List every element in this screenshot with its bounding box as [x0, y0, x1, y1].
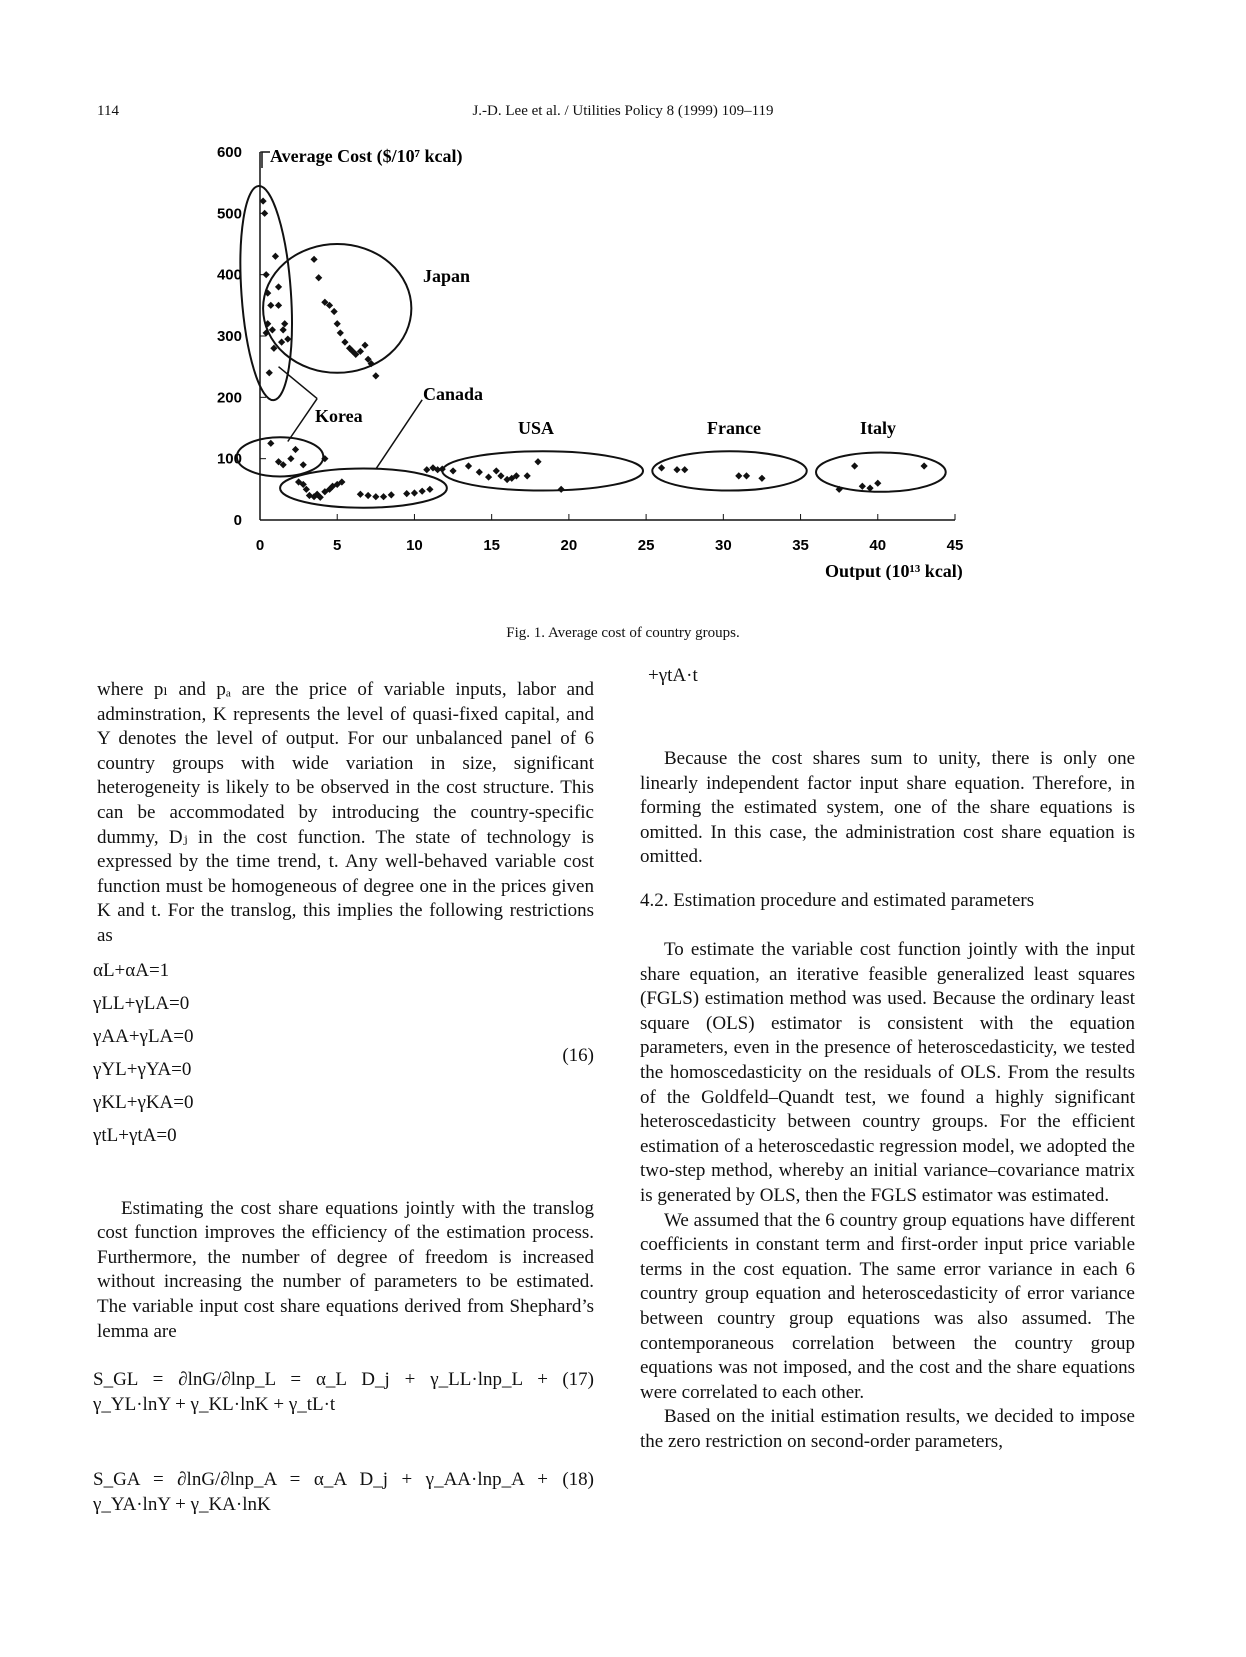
point-japan	[341, 339, 348, 346]
point-japan	[315, 274, 322, 281]
y-tick-label: 0	[233, 512, 242, 529]
point-usa	[465, 462, 472, 469]
group-label-italy: Italy	[860, 418, 896, 438]
page-number: 114	[97, 103, 119, 119]
ellipse-korea-low	[237, 437, 323, 476]
x-tick-label: 40	[869, 537, 887, 554]
point-canada	[372, 493, 379, 500]
y-axis-title: Average Cost ($/10⁷ kcal)	[270, 146, 463, 166]
point-korea	[261, 210, 268, 217]
x-tick-label: 0	[255, 537, 265, 554]
y-tick-label: 200	[216, 389, 242, 407]
point-canada	[357, 491, 364, 498]
point-japan	[278, 339, 285, 346]
x-tick-label: 15	[483, 537, 501, 554]
eq17-continuation: +γtA·t	[648, 665, 698, 686]
point-japan	[275, 283, 282, 290]
paragraph-share-equations: Estimating the cost share equations jointly with the translog cost function improves the efficiency of the estimation process. Furthermore, the number of degree of freedom is increased without increasing the number of parameters to be estimated. The variable input cost share equations derived from Shephard’s lemma are	[97, 1197, 594, 1342]
y-title-bracket	[262, 152, 270, 168]
point-korea	[267, 302, 274, 309]
point-canada	[411, 489, 418, 496]
data-points	[259, 197, 927, 500]
average-cost-chart	[200, 140, 990, 580]
x-tick-label: 20	[560, 537, 578, 554]
point-japan	[361, 342, 368, 349]
canada-leader	[376, 400, 422, 469]
group-ellipses	[234, 184, 946, 507]
korea-leader-upper	[279, 367, 318, 399]
point-usa	[423, 466, 430, 473]
point-usa	[493, 467, 500, 474]
point-usa	[449, 467, 456, 474]
group-label-france: France	[707, 418, 761, 438]
eq16-number: (16)	[562, 1044, 594, 1066]
paragraph-definitions: where pₗ and pₐ are the price of variable inputs, labor and adminstration, K represents the level of quasi-fixed capital, and Y denotes the level of output. For our unbalanced panel of 6 country groups with wide variation in size, significant heterogeneity is likely to be observed in the cost structure. This can be accommodated by introducing the country-specific dummy, Dⱼ in the cost function. The state of technology is expressed by the time trend, t. Any well-behaved variable cost function must be homogeneous of degree one in the prices given K and t. For the translog, this implies the following restrictions as	[97, 679, 594, 946]
y-tick-label: 600	[216, 144, 242, 161]
x-tick-label: 10	[406, 537, 423, 554]
point-usa	[558, 486, 565, 493]
section-heading: 4.2. Estimation procedure and estimated parameters	[640, 890, 1035, 911]
point-canada	[388, 491, 395, 498]
figure-caption: Fig. 1. Average cost of country groups.	[506, 625, 740, 641]
eq17-number: (17)	[562, 1369, 594, 1391]
eq18: S_GA = ∂lnG/∂lnp_A = α_A D_j + γ_AA·lnp_A + γ_YA·lnY + γ_KA·lnK	[93, 1469, 548, 1515]
point-italy	[921, 462, 928, 469]
y-tick-label: 400	[216, 266, 242, 284]
point-france	[735, 472, 742, 479]
point-japan	[334, 320, 341, 327]
point-france	[658, 464, 665, 471]
paragraph-assumptions: We assumed that the 6 country group equations have different coefficients in constant term and first-order input price variable terms in the cost equation. The same error variance in each 6 country group equation and heteroscedasticity of error variance between country group equations was also assumed. The contemporaneous correlation between the country group equations was not imposed, and the cost and the share equations were correlated to each other.	[640, 1209, 1135, 1403]
y-tick-label: 100	[216, 450, 242, 468]
group-label-canada: Canada	[423, 384, 484, 404]
point-france	[673, 466, 680, 473]
journal-reference: J.-D. Lee et al. / Utilities Policy 8 (1999) 109–119	[472, 103, 774, 119]
point-japan	[281, 320, 288, 327]
point-japan	[280, 326, 287, 333]
chart-axes	[260, 152, 955, 520]
chart-ticks	[217, 144, 963, 554]
korea-leader-lower	[288, 399, 317, 442]
point-japan	[372, 372, 379, 379]
eq18-number: (18)	[562, 1469, 594, 1491]
eq17: S_GL = ∂lnG/∂lnp_L = α_L D_j + γ_LL·lnp_L + γ_YL·lnY + γ_KL·lnK + γ_tL·t	[93, 1369, 548, 1415]
eq16-line-2: γLL+γLA=0	[93, 992, 190, 1014]
ellipse-japan	[263, 244, 411, 373]
right-column	[640, 747, 1135, 870]
group-label-korea: Korea	[315, 406, 363, 426]
point-japan	[272, 253, 279, 260]
point-korea	[263, 271, 270, 278]
left-column	[93, 678, 594, 1536]
point-usa	[497, 472, 504, 479]
point-france	[681, 466, 688, 473]
point-france	[743, 472, 750, 479]
eq16-line-5: γKL+γKA=0	[93, 1091, 194, 1113]
point-usa	[524, 472, 531, 479]
group-label-usa: USA	[518, 418, 555, 438]
paragraph-cost-shares: Because the cost shares sum to unity, there is only one linearly independent factor input share equation. Therefore, in forming the estimated system, one of the share equations is omitted. In this case, the administration cost share equation is omitted.	[640, 748, 1135, 868]
point-korea	[266, 369, 273, 376]
point-italy	[851, 462, 858, 469]
point-canada	[403, 490, 410, 497]
eq16-line-6: γtL+γtA=0	[93, 1124, 177, 1146]
x-tick-label: 25	[637, 537, 655, 554]
x-axis-title: Output (10¹³ kcal)	[825, 561, 963, 580]
point-korea	[267, 440, 274, 447]
point-usa	[534, 458, 541, 465]
eq16-line-1: αL+αA=1	[93, 959, 170, 981]
point-japan	[331, 308, 338, 315]
point-italy	[874, 480, 881, 487]
point-canada	[426, 486, 433, 493]
point-japan	[275, 302, 282, 309]
right-column-body	[640, 938, 1135, 1454]
point-korea	[269, 326, 276, 333]
ellipse-usa	[442, 451, 643, 490]
eq16-line-4: γYL+γYA=0	[93, 1058, 192, 1080]
x-tick-label: 30	[714, 537, 732, 554]
point-korea	[287, 455, 294, 462]
y-tick-label: 300	[216, 328, 242, 345]
point-france	[758, 475, 765, 482]
ellipse-italy	[816, 453, 946, 492]
paragraph-initial-results: Based on the initial estimation results, we decided to impose the zero restriction on second-order parameters,	[640, 1406, 1135, 1452]
eq16-line-3: γAA+γLA=0	[93, 1025, 194, 1047]
point-japan	[337, 329, 344, 336]
point-canada	[380, 493, 387, 500]
point-japan	[310, 256, 317, 263]
point-canada	[419, 488, 426, 495]
point-usa	[485, 473, 492, 480]
point-korea	[300, 461, 307, 468]
point-canada	[365, 492, 372, 499]
group-label-japan: Japan	[423, 266, 471, 286]
x-tick-label: 35	[792, 537, 809, 554]
point-usa	[476, 469, 483, 476]
equations-17-18-block	[93, 1356, 594, 1536]
y-tick-label: 500	[216, 205, 242, 223]
x-tick-label: 45	[946, 537, 964, 554]
paragraph-estimation: To estimate the variable cost function jointly with the input share equation, an iterative feasible generalized least squares (FGLS) estimation method was used. Because the ordinary least square (OLS) estimator is consistent with the equation parameters, even in the presence of heteroscedasticity, we tested the homoscedasticity on the residuals of OLS. From the results of the Goldfeld–Quandt test, we found a highly significant heteroscedasticity between country groups. For the efficient estimation of a heteroscedastic regression model, we adopted the two-step method, whereby an initial variance–covariance matrix is generated by OLS, then the FGLS estimator was estimated.	[640, 939, 1135, 1206]
point-korea	[292, 446, 299, 453]
point-japan	[284, 335, 291, 342]
equation-16-block	[93, 959, 594, 1173]
x-tick-label: 5	[333, 537, 342, 554]
point-italy	[859, 483, 866, 490]
